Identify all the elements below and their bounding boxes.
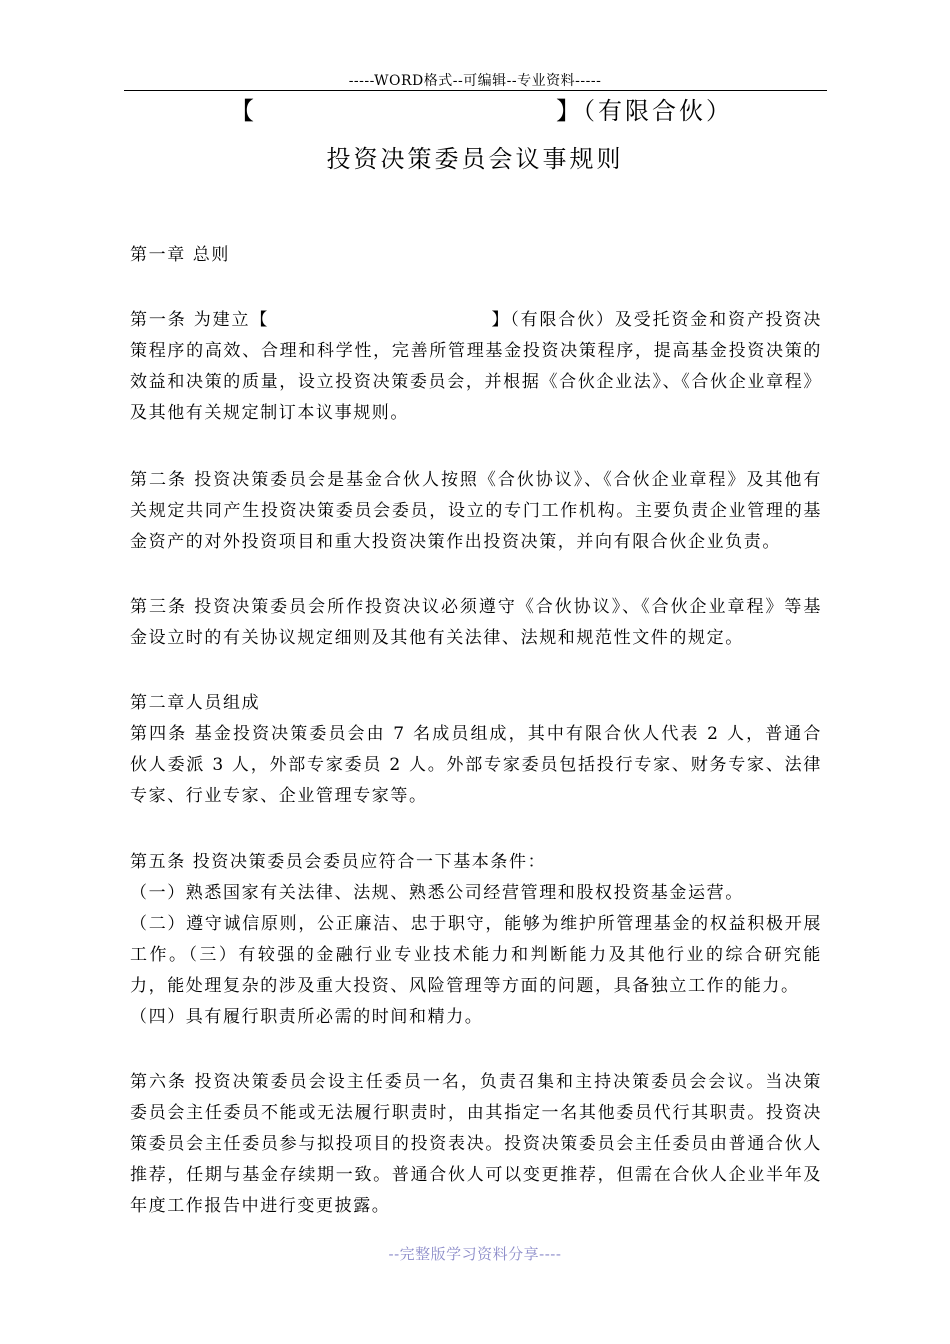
document-title-line2: 投资决策委员会议事规则 (326, 145, 624, 173)
article-5-items-2-3: （二）遵守诚信原则，公正廉洁、忠于职守，能够为维护所管理基金的权益积极开展工作。（三）有较强的金融行业专业技术能力和判断能力及其他行业的综合研究能力，能处理复杂的涉及重大投资、风险管理等方面的问题，具备独立工作的能力。 (130, 914, 822, 996)
title-left-bracket: 【 (230, 97, 257, 125)
article-4: 第四条 基金投资决策委员会由 7 名成员组成，其中有限合伙人代表 2 人，普通合伙人委派 3 人，外部专家委员 2 人。外部专家委员包括投行专家、财务专家、法律专家、行业专家、企业管理专家等。 (130, 724, 822, 806)
article-1 (130, 305, 822, 429)
chapter2-heading: 第二章人员组成 (130, 693, 261, 713)
article-3: 第三条 投资决策委员会所作投资决议必须遵守《合伙协议》、《合伙企业章程》等基金设立时的有关协议规定细则及其他有关法律、法规和规范性文件的规定。 (130, 597, 822, 648)
article-5-item-4: （四）具有履行职责所必需的时间和精力。 (130, 1007, 484, 1027)
article-5-intro: 第五条 投资决策委员会委员应符合一下基本条件： (130, 852, 547, 872)
article-5 (130, 847, 822, 1033)
page-footer: --完整版学习资料分享---- (388, 1245, 562, 1263)
article-2: 第二条 投资决策委员会是基金合伙人按照《合伙协议》、《合伙企业章程》及其他有关规定共同产生投资决策委员会委员，设立的专门工作机构。主要负责企业管理的基金资产的对外投资项目和重大投资决策作出投资决策，并向有限合伙企业负责。 (130, 470, 822, 552)
chapter1-heading: 第一章 总则 (130, 245, 231, 265)
article-1-text (130, 305, 822, 429)
article-1-rest: 决策程序的高效、合理和科学性，完善所管理基金投资决策程序，提高基金投资决策的效益和决策的质量，设立投资决策委员会，并根据《合伙企业法》、《合伙企业章程》及其他有关规定制订本议事规则。 (130, 310, 822, 423)
page-header: -----WORD格式--可编辑--专业资料----- (348, 73, 602, 89)
article-1-line1-end: 】（有限合伙）及受托资金和资产投资 (491, 310, 804, 330)
article-1-start: 第一条 为建立【 (130, 310, 270, 330)
document-title-line1 (0, 96, 950, 126)
header-rule (124, 90, 827, 91)
title-right-part: 】（有限合伙） (556, 97, 733, 125)
article-5-item-1: （一）熟悉国家有关法律、法规、熟悉公司经营管理和股权投资基金运营。 (130, 883, 744, 903)
article-6: 第六条 投资决策委员会设主任委员一名，负责召集和主持决策委员会会议。当决策委员会主任委员不能或无法履行职责时，由其指定一名其他委员代行其职责。投资决策委员会主任委员参与拟投项目的投资表决。投资决策委员会主任委员由普通合伙人推荐，任期与基金存续期一致。普通合伙人可以变更推荐，但需在合伙人企业半年及年度工作报告中进行变更披露。 (130, 1072, 822, 1216)
